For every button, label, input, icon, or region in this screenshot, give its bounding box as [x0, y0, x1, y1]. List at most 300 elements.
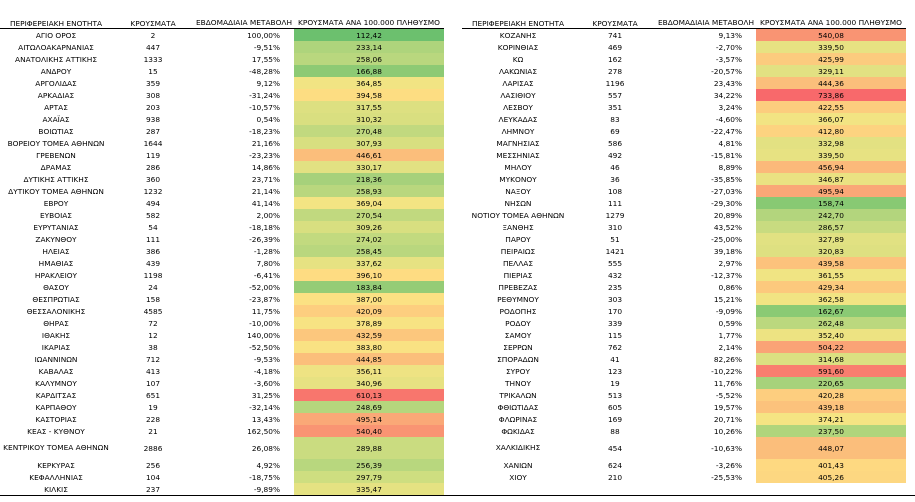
weekly-change-value: 7,80% [256, 258, 280, 268]
table-row [462, 377, 906, 389]
region-name: ΝΟΤΙΟΥ ΤΟΜΕΑ ΑΘΗΝΩΝ [471, 210, 565, 220]
cases-value: 938 [145, 114, 161, 124]
rate-per-100k-value: 166,88 [294, 65, 444, 77]
cases-value: 359 [145, 78, 161, 88]
header-cases: ΚΡΟΥΣΜΑΤΑ [574, 0, 656, 29]
rate-per-100k-value: 401,43 [756, 459, 906, 471]
region-name: ΦΛΩΡΙΝΑΣ [498, 414, 538, 424]
region-name: ΠΑΡΟΥ [505, 234, 531, 244]
rate-per-100k-value: 444,85 [294, 353, 444, 365]
left-header-row [0, 0, 444, 29]
rate-per-100k-value: 183,84 [294, 281, 444, 293]
weekly-change-value: 26,08% [251, 443, 280, 453]
region-name: ΑΙΤΩΛΟΑΚΑΡΝΑΝΙΑΣ [18, 42, 94, 52]
cases-value: 228 [145, 414, 161, 424]
region-name: ΡΟΔΟΥ [505, 318, 531, 328]
rate-per-100k-value: 329,11 [756, 65, 906, 77]
region-name: ΛΕΥΚΑΔΑΣ [498, 114, 538, 124]
rate-per-100k-value: 362,58 [756, 293, 906, 305]
table-row [462, 365, 906, 377]
weekly-change-value: 82,26% [713, 354, 742, 364]
table-row [0, 293, 444, 305]
rate-per-100k-value: 591,60 [756, 365, 906, 377]
region-name: ΜΑΓΝΗΣΙΑΣ [496, 138, 540, 148]
region-name: ΠΙΕΡΙΑΣ [503, 270, 533, 280]
rate-per-100k-value: 330,17 [294, 161, 444, 173]
weekly-change-value: 162,50% [247, 426, 280, 436]
left-table [0, 0, 444, 495]
cases-value: 88 [610, 426, 620, 436]
cases-value: 494 [145, 198, 161, 208]
region-name: ΦΩΚΙΔΑΣ [501, 426, 535, 436]
cases-value: 237 [145, 484, 161, 494]
region-name: ΚΑΣΤΟΡΙΑΣ [35, 414, 77, 424]
cases-value: 513 [607, 390, 623, 400]
rate-per-100k-value: 405,26 [756, 471, 906, 483]
region-name: ΕΥΡΥΤΑΝΙΑΣ [33, 222, 79, 232]
table-row [462, 425, 906, 437]
rate-per-100k-value: 262,48 [756, 317, 906, 329]
cases-value: 69 [610, 126, 620, 136]
rate-per-100k-value: 448,07 [756, 437, 906, 459]
header-region: ΠΕΡΙΦΕΡΕΙΑΚΗ ΕΝΟΤΗΤΑ [0, 0, 112, 29]
rate-per-100k-value: 540,08 [756, 29, 906, 42]
weekly-change-value: 19,57% [713, 402, 742, 412]
weekly-change-value: 4,92% [256, 460, 280, 470]
region-name: ΗΜΑΘΙΑΣ [38, 258, 74, 268]
weekly-change-value: -4,18% [253, 366, 280, 376]
region-name: ΚΕΦΑΛΛΗΝΙΑΣ [29, 472, 83, 482]
rate-per-100k-value: 356,11 [294, 365, 444, 377]
region-name: ΚΕΝΤΡΙΚΟΥ ΤΟΜΕΑ ΑΘΗΝΩΝ [3, 443, 109, 452]
weekly-change-value: 1,77% [718, 330, 742, 340]
cases-value: 72 [148, 318, 158, 328]
table-row [462, 41, 906, 53]
cases-value: 51 [610, 234, 620, 244]
region-name: ΗΛΕΙΑΣ [42, 246, 70, 256]
weekly-change-value: 0,86% [718, 282, 742, 292]
table-row [0, 173, 444, 185]
rate-per-100k-value: 369,04 [294, 197, 444, 209]
table-row [0, 161, 444, 173]
rate-per-100k-value: 218,36 [294, 173, 444, 185]
rate-per-100k-value: 310,32 [294, 113, 444, 125]
rate-per-100k-value: 394,58 [294, 89, 444, 101]
region-name: ΑΧΑΪΑΣ [42, 114, 70, 124]
weekly-change-value: -23,23% [249, 150, 280, 160]
cases-value: 256 [145, 460, 161, 470]
region-name: ΣΠΟΡΑΔΩΝ [497, 354, 539, 364]
rate-per-100k-value: 610,13 [294, 389, 444, 401]
region-name: ΘΕΣΠΡΩΤΙΑΣ [32, 294, 80, 304]
region-name: ΧΙΟΥ [509, 472, 527, 482]
region-name: ΕΥΒΟΙΑΣ [40, 210, 72, 220]
table-row [0, 401, 444, 413]
table-row [0, 185, 444, 197]
rate-per-100k-value: 258,45 [294, 245, 444, 257]
table-row [462, 317, 906, 329]
rate-per-100k-value: 504,22 [756, 341, 906, 353]
table-row [0, 483, 444, 495]
weekly-change-value: -48,28% [249, 66, 280, 76]
region-name: ΜΗΛΟΥ [504, 162, 532, 172]
region-name: ΚΟΡΙΝΘΙΑΣ [497, 42, 539, 52]
table-row [462, 401, 906, 413]
rate-per-100k-value: 364,85 [294, 77, 444, 89]
region-name: ΑΝΑΤΟΛΙΚΗΣ ΑΤΤΙΚΗΣ [15, 54, 97, 64]
weekly-change-value: 100,00% [247, 30, 280, 40]
rate-per-100k-value: 242,70 [756, 209, 906, 221]
rate-per-100k-value: 540,40 [294, 425, 444, 437]
table-row [0, 125, 444, 137]
cases-value: 24 [148, 282, 158, 292]
region-name: ΔΥΤΙΚΟΥ ΤΟΜΕΑ ΑΘΗΝΩΝ [8, 186, 104, 196]
weekly-change-value: 0,59% [718, 318, 742, 328]
rate-per-100k-value: 361,55 [756, 269, 906, 281]
region-name: ΒΟΡΕΙΟΥ ΤΟΜΕΑ ΑΘΗΝΩΝ [7, 138, 105, 148]
weekly-change-value: 43,52% [713, 222, 742, 232]
region-name: ΣΥΡΟΥ [506, 366, 530, 376]
table-row [462, 137, 906, 149]
table-row [0, 41, 444, 53]
weekly-change-value: 21,16% [251, 138, 280, 148]
cases-value: 104 [145, 472, 161, 482]
region-name: ΙΩΑΝΝΙΝΩΝ [34, 354, 78, 364]
region-name: ΙΚΑΡΙΑΣ [41, 342, 71, 352]
region-name: ΧΑΛΚΙΔΙΚΗΣ [495, 443, 541, 452]
region-name: ΚΑΡΠΑΘΟΥ [35, 402, 77, 412]
weekly-change-value: -31,24% [249, 90, 280, 100]
rate-per-100k-value: 387,00 [294, 293, 444, 305]
table-row [462, 413, 906, 425]
cases-value: 439 [145, 258, 161, 268]
rate-per-100k-value: 429,34 [756, 281, 906, 293]
region-name: ΒΟΙΩΤΙΑΣ [38, 126, 74, 136]
rate-per-100k-value: 256,39 [294, 459, 444, 471]
table-row [462, 89, 906, 101]
weekly-change-value: 11,75% [251, 306, 280, 316]
rate-per-100k-value: 446,61 [294, 149, 444, 161]
bottom-rule [0, 495, 915, 496]
cases-value: 2 [150, 30, 156, 40]
table-row [462, 149, 906, 161]
weekly-change-value: -35,85% [711, 174, 742, 184]
weekly-change-value: -18,23% [249, 126, 280, 136]
region-name: ΧΑΝΙΩΝ [503, 460, 533, 470]
cases-value: 169 [607, 414, 623, 424]
cases-value: 19 [148, 402, 158, 412]
table-row [462, 29, 906, 42]
weekly-change-value: -3,26% [715, 460, 742, 470]
rate-per-100k-value: 270,48 [294, 125, 444, 137]
rate-per-100k-value: 456,94 [756, 161, 906, 173]
weekly-change-value: -2,70% [715, 42, 742, 52]
table-row [0, 101, 444, 113]
table-row [462, 353, 906, 365]
table-row [462, 257, 906, 269]
rate-per-100k-value: 289,88 [294, 437, 444, 459]
weekly-change-value: -52,00% [249, 282, 280, 292]
cases-value: 586 [607, 138, 623, 148]
rate-per-100k-value: 420,28 [756, 389, 906, 401]
weekly-change-value: -18,75% [249, 472, 280, 482]
rate-per-100k-value: 366,07 [756, 113, 906, 125]
table-row [462, 77, 906, 89]
header-cases: ΚΡΟΥΣΜΑΤΑ [112, 0, 194, 29]
region-name: ΠΕΛΛΑΣ [502, 258, 534, 268]
weekly-change-value: -22,47% [711, 126, 742, 136]
region-name: ΞΑΝΘΗΣ [502, 222, 534, 232]
table-row [0, 459, 444, 471]
cases-value: 210 [607, 472, 623, 482]
weekly-change-value: 10,26% [713, 426, 742, 436]
cases-value: 111 [607, 198, 623, 208]
weekly-change-value: -4,60% [715, 114, 742, 124]
rate-per-100k-value: 309,26 [294, 221, 444, 233]
table-row [462, 185, 906, 197]
cases-value: 605 [607, 402, 623, 412]
rate-per-100k-value: 158,74 [756, 197, 906, 209]
rate-per-100k-value: 317,55 [294, 101, 444, 113]
weekly-change-value: -27,03% [711, 186, 742, 196]
table-row [0, 149, 444, 161]
weekly-change-value: 9,12% [256, 78, 280, 88]
region-name: ΛΑΡΙΣΑΣ [502, 78, 534, 88]
right-table-panel [462, 0, 911, 483]
region-name: ΑΝΔΡΟΥ [40, 66, 72, 76]
table-row [462, 245, 906, 257]
table-row [462, 281, 906, 293]
cases-value: 286 [145, 162, 161, 172]
region-name: ΛΑΚΩΝΙΑΣ [498, 66, 538, 76]
table-row [462, 269, 906, 281]
weekly-change-value: 21,14% [251, 186, 280, 196]
cases-value: 762 [607, 342, 623, 352]
table-row [462, 197, 906, 209]
cases-value: 107 [145, 378, 161, 388]
weekly-change-value: -20,57% [711, 66, 742, 76]
rate-per-100k-value: 112,42 [294, 29, 444, 42]
table-row [0, 245, 444, 257]
region-name: ΘΕΣΣΑΛΟΝΙΚΗΣ [26, 306, 86, 316]
right-table [462, 0, 906, 483]
rate-per-100k-value: 439,58 [756, 257, 906, 269]
weekly-change-value: 41,14% [251, 198, 280, 208]
region-name: ΚΟΖΑΝΗΣ [499, 30, 537, 40]
weekly-change-value: 11,76% [713, 378, 742, 388]
table-row [0, 209, 444, 221]
table-row [462, 221, 906, 233]
weekly-change-value: -10,22% [711, 366, 742, 376]
rate-per-100k-value: 307,93 [294, 137, 444, 149]
region-name: ΑΡΓΟΛΙΔΑΣ [35, 78, 77, 88]
weekly-change-value: -15,81% [711, 150, 742, 160]
weekly-change-value: 15,21% [713, 294, 742, 304]
cases-value: 308 [145, 90, 161, 100]
weekly-change-value: -9,09% [715, 306, 742, 316]
left-table-body [0, 29, 444, 496]
rate-per-100k-value: 233,14 [294, 41, 444, 53]
rate-per-100k-value: 378,89 [294, 317, 444, 329]
region-name: ΠΕΙΡΑΙΩΣ [500, 246, 536, 256]
weekly-change-value: -3,60% [253, 378, 280, 388]
table-row [0, 437, 444, 459]
weekly-change-value: -25,00% [711, 234, 742, 244]
region-name: ΚΩ [512, 54, 524, 64]
weekly-change-value: -9,89% [253, 484, 280, 494]
table-row [0, 425, 444, 437]
weekly-change-value: -52,50% [249, 342, 280, 352]
table-row [0, 341, 444, 353]
cases-value: 83 [610, 114, 620, 124]
rate-per-100k-value: 297,79 [294, 471, 444, 483]
rate-per-100k-value: 346,87 [756, 173, 906, 185]
weekly-change-value: 23,43% [713, 78, 742, 88]
rate-per-100k-value: 339,50 [756, 41, 906, 53]
weekly-change-value: -18,18% [249, 222, 280, 232]
cases-value: 447 [145, 42, 161, 52]
cases-value: 432 [607, 270, 623, 280]
table-row [462, 53, 906, 65]
region-name: ΦΘΙΩΤΙΔΑΣ [497, 402, 539, 412]
region-name: ΚΙΛΚΙΣ [44, 484, 68, 494]
region-name: ΤΡΙΚΑΛΩΝ [499, 390, 537, 400]
cases-value: 287 [145, 126, 161, 136]
table-row [462, 459, 906, 471]
rate-per-100k-value: 327,89 [756, 233, 906, 245]
table-row [462, 471, 906, 483]
table-row [0, 305, 444, 317]
rate-per-100k-value: 220,65 [756, 377, 906, 389]
rate-per-100k-value: 733,86 [756, 89, 906, 101]
cases-value: 557 [607, 90, 623, 100]
weekly-change-value: 34,22% [713, 90, 742, 100]
cases-value: 1644 [143, 138, 163, 148]
weekly-change-value: 2,14% [718, 342, 742, 352]
rate-per-100k-value: 337,62 [294, 257, 444, 269]
weekly-change-value: 4,81% [718, 138, 742, 148]
header-rate-per-100k: ΚΡΟΥΣΜΑΤΑ ΑΝΑ 100.000 ΠΛΗΘΥΣΜΟ [756, 0, 906, 29]
header-rate-per-100k: ΚΡΟΥΣΜΑΤΑ ΑΝΑ 100.000 ΠΛΗΘΥΣΜΟ [294, 0, 444, 29]
weekly-change-value: 2,97% [718, 258, 742, 268]
table-row [462, 341, 906, 353]
weekly-change-value: 23,71% [251, 174, 280, 184]
cases-value: 454 [607, 443, 623, 453]
cases-value: 19 [610, 378, 620, 388]
cases-value: 119 [145, 150, 161, 160]
rate-per-100k-value: 248,69 [294, 401, 444, 413]
table-row [0, 77, 444, 89]
cases-value: 624 [607, 460, 623, 470]
region-name: ΖΑΚΥΝΘΟΥ [35, 234, 77, 244]
table-row [462, 125, 906, 137]
cases-value: 310 [607, 222, 623, 232]
region-name: ΠΡΕΒΕΖΑΣ [498, 282, 538, 292]
rate-per-100k-value: 425,99 [756, 53, 906, 65]
region-name: ΣΕΡΡΩΝ [503, 342, 533, 352]
cases-value: 278 [607, 66, 623, 76]
cases-value: 38 [148, 342, 158, 352]
table-row [462, 437, 906, 459]
region-name: ΝΑΞΟΥ [505, 186, 531, 196]
table-row [462, 113, 906, 125]
table-row [0, 221, 444, 233]
cases-value: 1232 [143, 186, 163, 196]
cases-value: 158 [145, 294, 161, 304]
cases-value: 351 [607, 102, 623, 112]
rate-per-100k-value: 352,40 [756, 329, 906, 341]
region-name: ΛΕΣΒΟΥ [503, 102, 533, 112]
region-name: ΝΗΣΩΝ [504, 198, 532, 208]
cases-value: 651 [145, 390, 161, 400]
cases-value: 235 [607, 282, 623, 292]
cases-value: 555 [607, 258, 623, 268]
left-table-panel [0, 0, 457, 495]
weekly-change-value: -5,52% [715, 390, 742, 400]
region-name: ΘΗΡΑΣ [43, 318, 69, 328]
table-row [0, 471, 444, 483]
cases-value: 1333 [143, 54, 163, 64]
region-name: ΓΡΕΒΕΝΩΝ [36, 150, 76, 160]
rate-per-100k-value: 432,59 [294, 329, 444, 341]
table-row [0, 113, 444, 125]
weekly-change-value: 2,00% [256, 210, 280, 220]
table-row [0, 365, 444, 377]
cases-value: 492 [607, 150, 623, 160]
weekly-change-value: 14,86% [251, 162, 280, 172]
cases-value: 111 [145, 234, 161, 244]
table-row [462, 233, 906, 245]
table-row [462, 389, 906, 401]
region-name: ΚΑΛΥΜΝΟΥ [35, 378, 77, 388]
rate-per-100k-value: 320,83 [756, 245, 906, 257]
table-row [462, 65, 906, 77]
weekly-change-value: -10,63% [711, 443, 742, 453]
table-row [462, 101, 906, 113]
weekly-change-value: -26,39% [249, 234, 280, 244]
table-row [462, 305, 906, 317]
rate-per-100k-value: 339,50 [756, 149, 906, 161]
weekly-change-value: 13,43% [251, 414, 280, 424]
cases-value: 41 [610, 354, 620, 364]
region-name: ΛΑΣΙΘΙΟΥ [500, 90, 536, 100]
cases-value: 712 [145, 354, 161, 364]
table-row [0, 317, 444, 329]
rate-per-100k-value: 162,67 [756, 305, 906, 317]
region-name: ΔΥΤΙΚΗΣ ΑΤΤΙΚΗΣ [23, 174, 89, 184]
cases-value: 15 [148, 66, 158, 76]
header-weekly-change: ΕΒΔΟΜΑΔΙΑΙΑ ΜΕΤΑΒΟΛΗ [194, 0, 294, 29]
weekly-change-value: -10,57% [249, 102, 280, 112]
table-row [462, 173, 906, 185]
weekly-change-value: -25,53% [711, 472, 742, 482]
right-table-body [462, 29, 906, 484]
rate-per-100k-value: 258,06 [294, 53, 444, 65]
region-name: ΚΕΑΣ - ΚΥΘΝΟΥ [27, 426, 85, 436]
weekly-change-value: -1,28% [253, 246, 280, 256]
cases-value: 115 [607, 330, 623, 340]
table-row [0, 233, 444, 245]
cases-value: 203 [145, 102, 161, 112]
cases-value: 741 [607, 30, 623, 40]
cases-value: 1421 [605, 246, 625, 256]
cases-value: 1279 [605, 210, 625, 220]
region-name: ΗΡΑΚΛΕΙΟΥ [34, 270, 78, 280]
weekly-change-value: -32,14% [249, 402, 280, 412]
rate-per-100k-value: 332,98 [756, 137, 906, 149]
cases-value: 582 [145, 210, 161, 220]
weekly-change-value: 20,89% [713, 210, 742, 220]
